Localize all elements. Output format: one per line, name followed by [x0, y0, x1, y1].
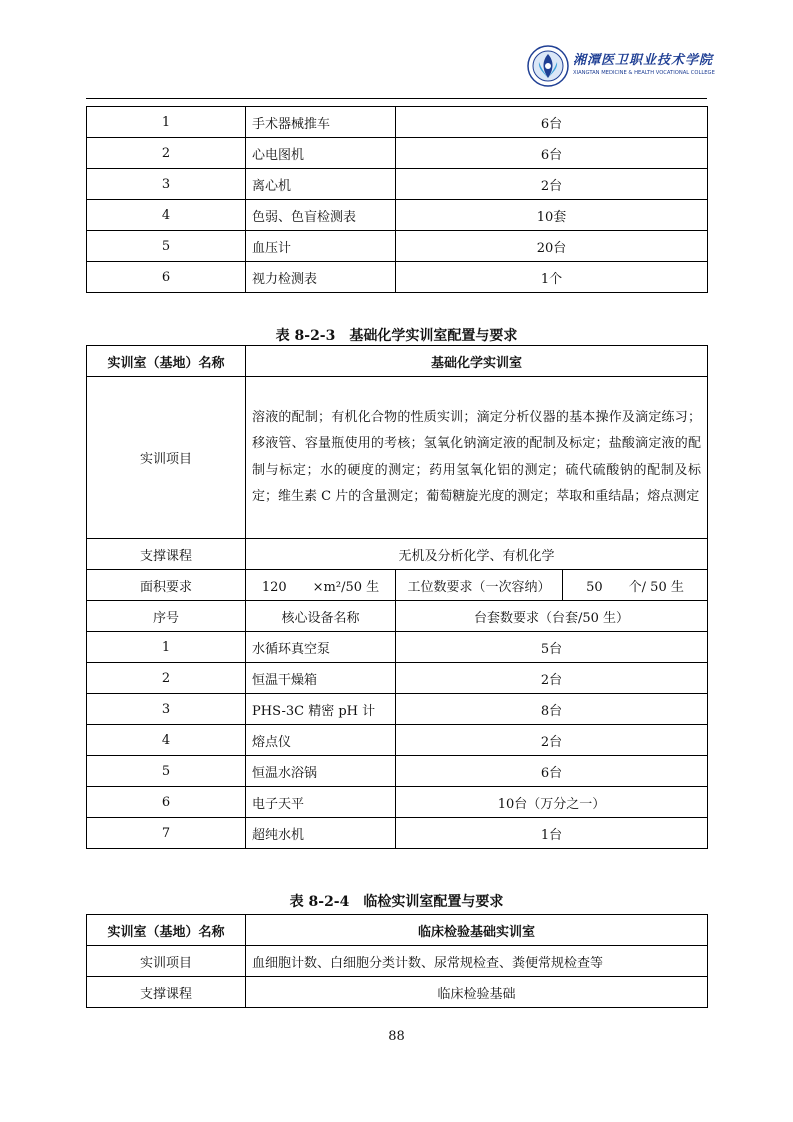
row-equipment-name: 离心机 — [246, 169, 396, 200]
table-row — [87, 725, 708, 756]
project-value: 血细胞计数、白细胞分类计数、尿常规检查、粪便常规检查等 — [246, 946, 708, 977]
row-quantity: 20台 — [396, 231, 708, 262]
row-quantity: 6台 — [396, 138, 708, 169]
row-no: 2 — [87, 138, 246, 169]
table-row — [87, 107, 708, 138]
row-equipment-name: 恒温干燥箱 — [246, 663, 396, 694]
table-row — [87, 200, 708, 231]
row-equipment-name: 心电图机 — [246, 138, 396, 169]
table-row — [87, 262, 708, 293]
table-row — [87, 231, 708, 262]
col-header-qty: 台套数要求（台套/50 生） — [396, 601, 708, 632]
room-label: 实训室（基地）名称 — [87, 915, 246, 946]
table-row — [87, 138, 708, 169]
row-no: 4 — [87, 725, 246, 756]
row-quantity: 10台（万分之一） — [396, 787, 708, 818]
course-label: 支撑课程 — [87, 977, 246, 1008]
row-no: 6 — [87, 787, 246, 818]
row-no: 5 — [87, 756, 246, 787]
row-quantity: 2台 — [396, 663, 708, 694]
table-header-row — [87, 601, 708, 632]
row-equipment-name: 超纯水机 — [246, 818, 396, 849]
course-value: 无机及分析化学、有机化学 — [246, 539, 708, 570]
row-quantity: 10套 — [396, 200, 708, 231]
table-row — [87, 169, 708, 200]
row-quantity: 6台 — [396, 107, 708, 138]
row-no: 4 — [87, 200, 246, 231]
project-label: 实训项目 — [87, 377, 246, 539]
row-quantity: 8台 — [396, 694, 708, 725]
row-quantity: 2台 — [396, 169, 708, 200]
page-number: 88 — [388, 1029, 405, 1044]
table-row — [87, 787, 708, 818]
station-value: 50 个/ 50 生 — [563, 570, 708, 601]
row-no: 6 — [87, 262, 246, 293]
clinical-lab-table — [86, 914, 708, 1008]
row-equipment-name: 电子天平 — [246, 787, 396, 818]
row-equipment-name: 恒温水浴锅 — [246, 756, 396, 787]
col-header-name: 核心设备名称 — [246, 601, 396, 632]
table-row — [87, 946, 708, 977]
table-row — [87, 756, 708, 787]
row-quantity: 6台 — [396, 756, 708, 787]
row-no: 1 — [87, 632, 246, 663]
college-emblem-icon — [527, 45, 569, 87]
row-equipment-name: 手术器械推车 — [246, 107, 396, 138]
row-no: 1 — [87, 107, 246, 138]
room-label: 实训室（基地）名称 — [87, 346, 246, 377]
table-row — [87, 977, 708, 1008]
row-quantity: 1个 — [396, 262, 708, 293]
row-quantity: 5台 — [396, 632, 708, 663]
row-equipment-name: PHS-3C 精密 pH 计 — [246, 694, 396, 725]
table-row — [87, 570, 708, 601]
area-label: 面积要求 — [87, 570, 246, 601]
equipment-table-continued — [86, 106, 708, 293]
station-label: 工位数要求（一次容纳） — [396, 570, 563, 601]
project-label: 实训项目 — [87, 946, 246, 977]
room-value: 临床检验基础实训室 — [246, 915, 708, 946]
col-header-no: 序号 — [87, 601, 246, 632]
row-equipment-name: 视力检测表 — [246, 262, 396, 293]
table-row — [87, 915, 708, 946]
table-row — [87, 818, 708, 849]
row-no: 7 — [87, 818, 246, 849]
table-row — [87, 377, 708, 539]
chemistry-lab-table — [86, 345, 708, 849]
table-row — [87, 346, 708, 377]
room-value: 基础化学实训室 — [246, 346, 708, 377]
table-row — [87, 632, 708, 663]
college-logo — [527, 45, 715, 87]
table-row — [87, 663, 708, 694]
row-equipment-name: 血压计 — [246, 231, 396, 262]
row-quantity: 2台 — [396, 725, 708, 756]
row-no: 3 — [87, 694, 246, 725]
course-value: 临床检验基础 — [246, 977, 708, 1008]
table-caption-8-2-4: 表 8-2-4 临检实训室配置与要求 — [289, 894, 504, 910]
college-name-cn: 湘潭医卫职业技术学院 — [573, 53, 714, 68]
table-caption-8-2-3: 表 8-2-3 基础化学实训室配置与要求 — [275, 328, 518, 344]
row-equipment-name: 色弱、色盲检测表 — [246, 200, 396, 231]
header-rule — [86, 98, 707, 99]
project-value: 溶液的配制；有机化合物的性质实训；滴定分析仪器的基本操作及滴定练习；移液管、容量瓶使用的考核；氢氧化钠滴定液的配制及标定；盐酸滴定液的配制与标定；水的硬度的测定；药用氢氧化铝的测定；硫代硫酸钠的配制及标定；维生素 C 片的含量测定；葡萄糖旋光度的测定；萃取和重结晶；熔点测定 — [246, 377, 708, 539]
college-name-en: XIANGTAN MEDICINE & HEALTH VOCATIONAL COLLEGE — [573, 70, 715, 76]
area-value: 120 ×m²/50 生 — [246, 570, 396, 601]
table-row — [87, 694, 708, 725]
row-equipment-name: 熔点仪 — [246, 725, 396, 756]
row-equipment-name: 水循环真空泵 — [246, 632, 396, 663]
row-no: 3 — [87, 169, 246, 200]
row-no: 5 — [87, 231, 246, 262]
table-row — [87, 539, 708, 570]
row-no: 2 — [87, 663, 246, 694]
row-quantity: 1台 — [396, 818, 708, 849]
course-label: 支撑课程 — [87, 539, 246, 570]
